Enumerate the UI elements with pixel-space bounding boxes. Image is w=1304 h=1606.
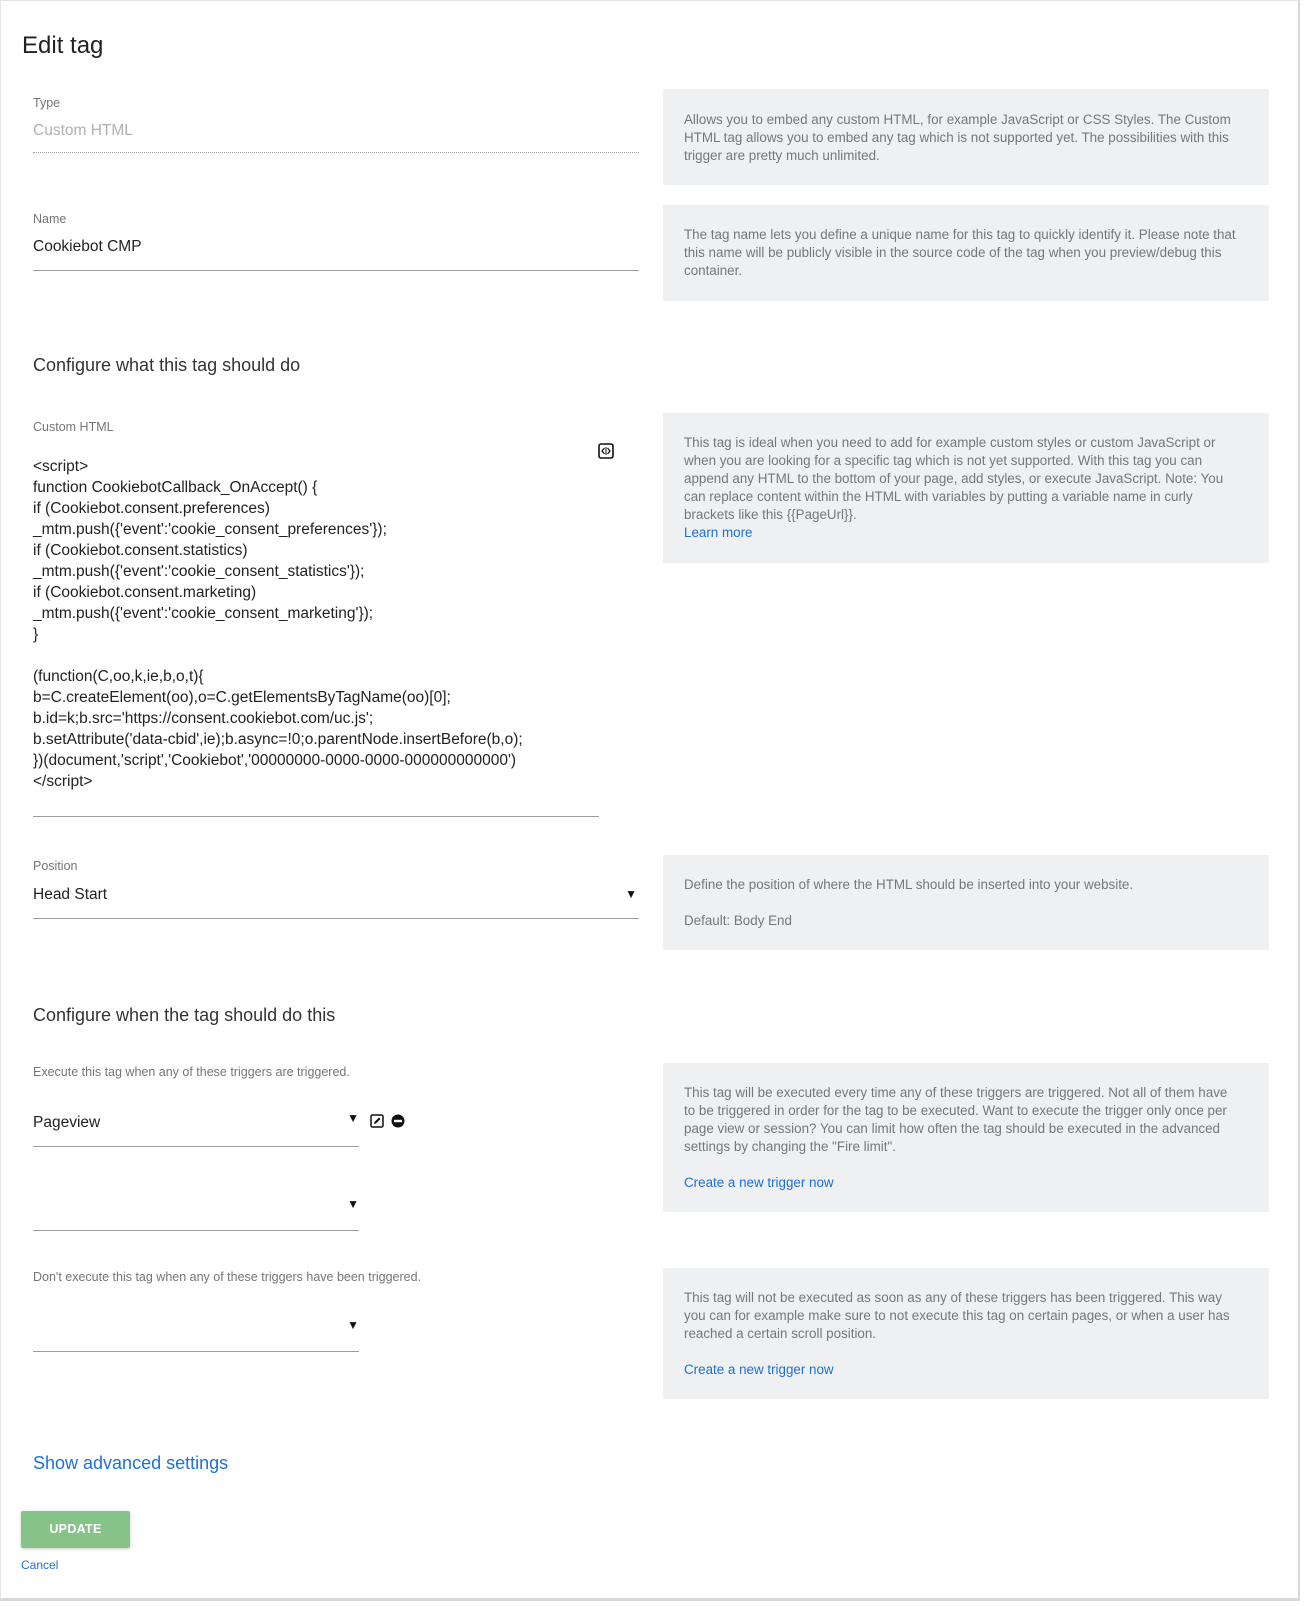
block-trigger-select-1[interactable] [33, 1311, 359, 1352]
cancel-link[interactable]: Cancel [21, 1558, 59, 1572]
fire-trigger-select-2[interactable] [33, 1190, 359, 1231]
chevron-down-icon: ▼ [625, 887, 637, 901]
type-value: Custom HTML [33, 122, 133, 139]
position-select[interactable] [33, 880, 639, 919]
configure-when-heading: Configure when the tag should do this [33, 1005, 336, 1025]
help-block-triggers [663, 1268, 1269, 1399]
fire-trigger-select-1-value: Pageview [33, 1114, 101, 1131]
chevron-down-icon: ▼ [347, 1111, 359, 1125]
code-editor-icon[interactable] [598, 443, 614, 459]
configure-what-heading: Configure what this tag should do [33, 355, 301, 375]
custom-html-label: Custom HTML [33, 420, 114, 434]
remove-trigger-icon[interactable] [391, 1114, 405, 1128]
help-fire-text: This tag will be executed every time any of these triggers are triggered. Not all of them have to be triggered in order for the tag to be executed. Want to execute the trigger only once per page view or session? You can limit how often the tag should be executed in the advanced settings by changing the "Fire limit". [684, 1085, 1228, 1154]
position-label: Position [33, 859, 78, 873]
help-block-text: This tag will not be executed as soon as any of these triggers has been triggered. This way you can for example make sure to not execute this tag on certain pages, or when a user has reached a certain scroll position. [684, 1290, 1230, 1341]
page-title: Edit tag [22, 32, 104, 59]
learn-more-link[interactable]: Learn more [684, 525, 753, 540]
help-position [663, 855, 1269, 950]
help-custom-html [663, 413, 1269, 563]
create-trigger-link-fire[interactable]: Create a new trigger now [684, 1175, 834, 1190]
name-input[interactable] [33, 232, 639, 271]
type-underline [33, 152, 639, 153]
help-name-text: The tag name lets you define a unique name for this tag to quickly identify it. Please note that this name will be publicly visible in the source code of the tag when you preview/debug this container. [684, 227, 1236, 278]
custom-html-code[interactable]: <script> function CookiebotCallback_OnAccept() { if (Cookiebot.consent.preferences) _mtm.push({'event':'cookie_consent_preferences'}); if (Cookiebot.consent.statistics) _mtm.push({'event':'cookie_consent_statistics'}); if (Cookiebot.consent.marketing) _mtm.push({'event':'cookie_consent_marketing'}); } (function(C,oo,k,ie,b,o,t){ b=C.createElement(oo),o=C.getElementsByTagName(oo)[0]; b.id=k;b.src='https://consent.cookiebot.com/uc.js'; b.setAttribute('data-cbid',ie);b.async=!0;o.parentNode.insertBefore(b,o); })(document,'script','Cookiebot','00000000-0000-0000-000000000000') </script> [33, 458, 523, 790]
help-name [663, 205, 1269, 301]
chevron-down-icon: ▼ [347, 1197, 359, 1211]
update-button[interactable]: UPDATE [21, 1511, 130, 1548]
show-advanced-settings-link[interactable]: Show advanced settings [33, 1453, 229, 1473]
custom-html-underline [33, 816, 599, 817]
name-label: Name [33, 212, 67, 226]
help-position-text: Define the position of where the HTML should be inserted into your website. [684, 877, 1134, 892]
help-fire-triggers [663, 1063, 1269, 1212]
fire-triggers-label: Execute this tag when any of these triggers are triggered. [33, 1065, 350, 1079]
edit-trigger-icon[interactable] [370, 1114, 384, 1128]
help-custom-html-text: This tag is ideal when you need to add for example custom styles or custom JavaScript or when you are looking for a specific tag which is not yet supported. With this tag you can append any HTML to the bottom of your page, add styles, or execute JavaScript. Note: You can replace content within the HTML with variables by putting a variable name in curly brackets like this {{PageUrl}}. [684, 435, 1224, 522]
create-trigger-link-block[interactable]: Create a new trigger now [684, 1362, 834, 1377]
help-type-text: Allows you to embed any custom HTML, for example JavaScript or CSS Styles. The Custom HTML tag allows you to embed any tag which is not supported yet. The possibilities with this trigger are pretty much unlimited. [684, 112, 1231, 163]
chevron-down-icon: ▼ [347, 1318, 359, 1332]
fire-trigger-select-1[interactable] [33, 1106, 359, 1147]
type-label: Type [33, 96, 61, 110]
block-triggers-label: Don't execute this tag when any of these triggers have been triggered. [33, 1270, 422, 1284]
name-input-value: Cookiebot CMP [33, 238, 142, 255]
help-position-default: Default: Body End [684, 913, 792, 928]
position-select-value: Head Start [33, 886, 108, 903]
help-type [663, 89, 1269, 185]
